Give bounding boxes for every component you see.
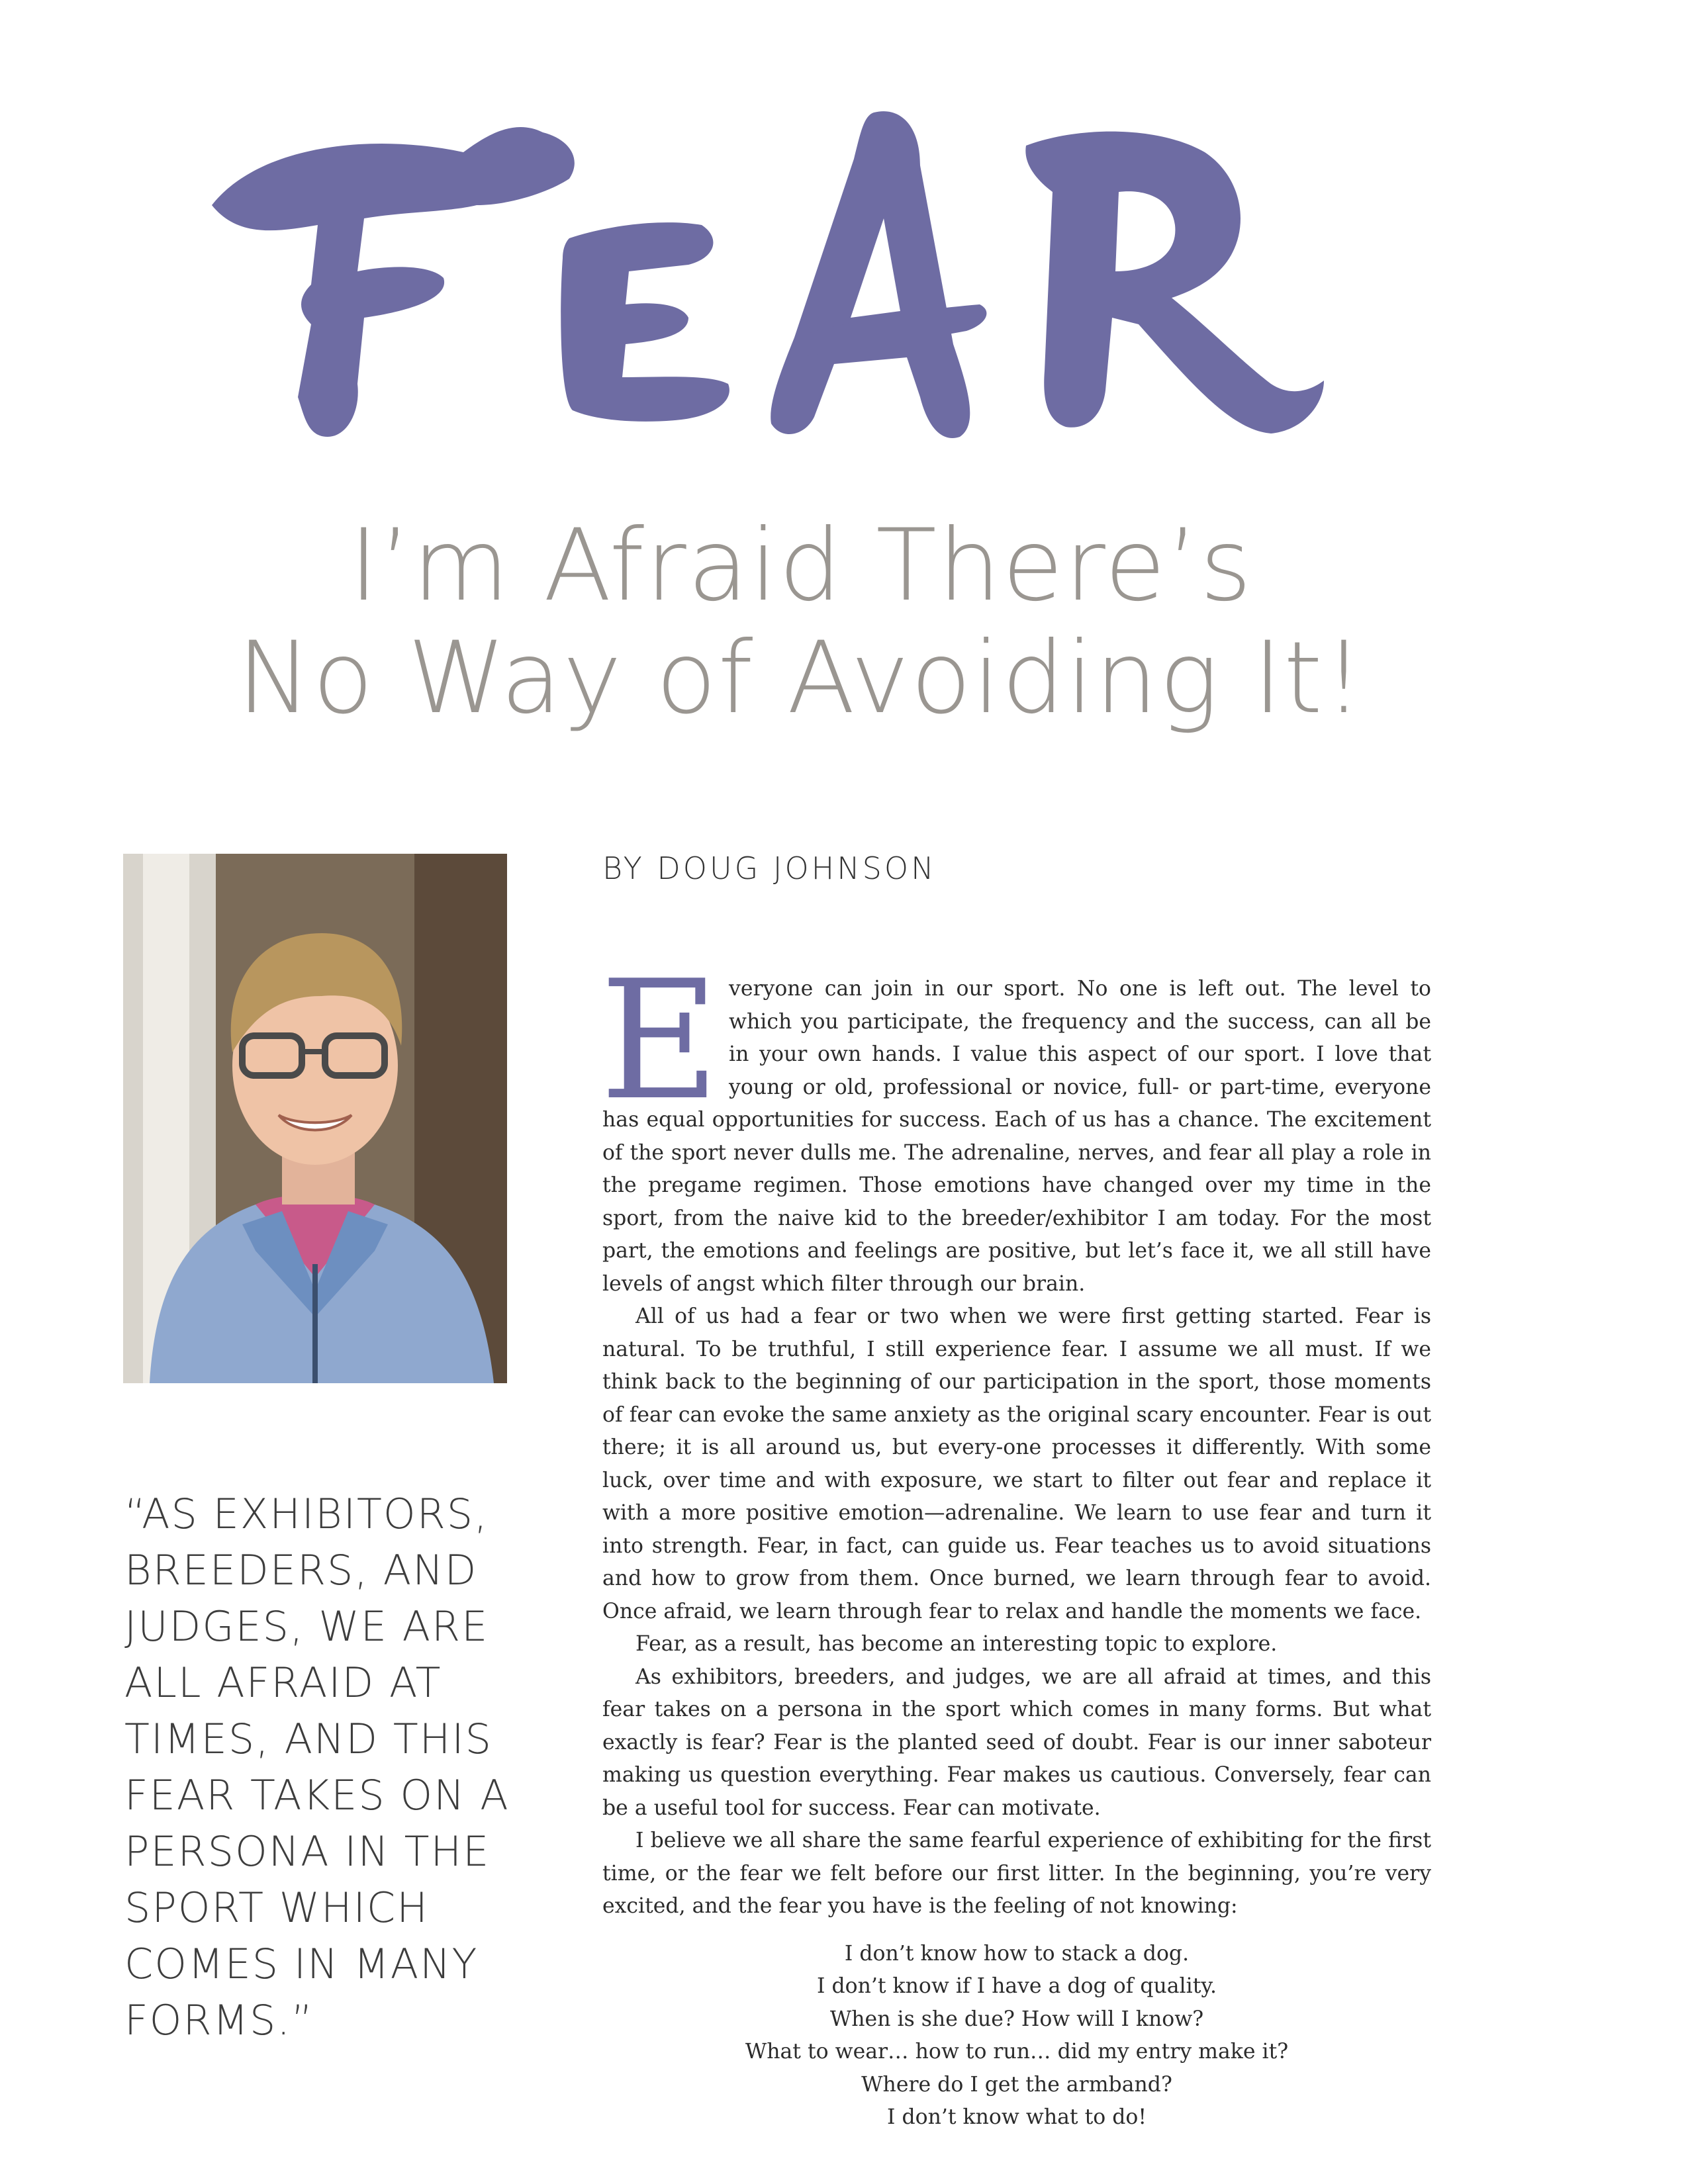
poem-line: I don’t know how to stack a dog. [844, 1941, 1190, 1966]
paragraph-1 [600, 946, 1431, 1300]
pull-quote: “AS EXHIBITORS, BREEDERS, AND JUDGES, WE ARE ALL AFRAID AT TIMES, AND THIS FEAR TAKES ON A PERSONA IN THE SPORT WHICH COMES IN MANY FORMS.” [124, 1490, 510, 2044]
paragraph-4: As exhibitors, breeders, and judges, we are all afraid at times, and this fear takes on a persona in the sport which comes in many forms. But what exactly is fear? Fear is the planted seed of doubt. Fear is our inner saboteur making us question everything. Fear makes us cautious. Conversely, fear can be a useful tool for success. Fear can motivate. [602, 1664, 1431, 1820]
byline: BY DOUG JOHNSON [602, 850, 937, 886]
paragraph-2: All of us had a fear or two when we were first getting started. Fear is natural. To be truthful, I still experience fear. I assume we all must. If we think back to the beginning of our participation in the sport, those moments of fear can evoke the same anxiety as the original scary encounter. Fear is out there; it is all around us, but every-one processes it differently. With some luck, over time and with exposure, we start to filter out fear and replace it with a more positive emotion—adrenaline. We learn to use fear and turn it into strength. Fear, in fact, can guide us. Fear teaches us to avoid situations and how to grow from them. Once burned, we learn through fear to avoid. Once afraid, we learn through fear to relax and handle the moments we face. [602, 1304, 1431, 1623]
article-body [600, 946, 1431, 2134]
poem-line: I don’t know what to do! [887, 2105, 1147, 2129]
poem-line: When is she due? How will I know? [829, 2007, 1204, 2031]
author-photo [123, 854, 507, 1383]
poem-line: I don’t know if I have a dog of quality. [817, 1974, 1217, 1998]
poem-line: Where do I get the armband? [861, 2072, 1172, 2097]
paragraph-3: Fear, as a result, has become an interesting topic to explore. [635, 1632, 1278, 1656]
subtitle-line-2: No Way of Avoiding It! [237, 621, 1365, 736]
masthead-title [199, 106, 1337, 450]
article-subtitle [119, 510, 1483, 735]
drop-cap: E [600, 946, 720, 1136]
subtitle-line-1: I’m Afraid There’s [349, 508, 1253, 623]
poem-block [602, 1938, 1431, 2134]
paragraph-1-text: veryone can join in our sport. No one is left out. The level to which you participate, the frequency and the success, can all be in your own hands. I value this aspect of our sport. I love that young or old, professional or novice, full- or part-time, everyone has equal opportunities for success. Each of us has a chance. The excitement of the sport never dulls me. The adrenaline, nerves, and fear all play a role in the pregame regimen. Those emotions have changed over my time in the sport, from the naive kid to the breeder/exhibitor I am today. For the most part, the emotions and feelings are positive, but let’s face it, we all still have levels of angst which filter through our brain. [602, 977, 1431, 1296]
poem-line: What to wear… how to run… did my entry make it? [745, 2040, 1289, 2064]
paragraph-5: I believe we all share the same fearful experience of exhibiting for the first time, or the fear we felt before our first litter. In the beginning, you’re very excited, and the fear you have is the feeling of not knowing: [602, 1829, 1431, 1918]
